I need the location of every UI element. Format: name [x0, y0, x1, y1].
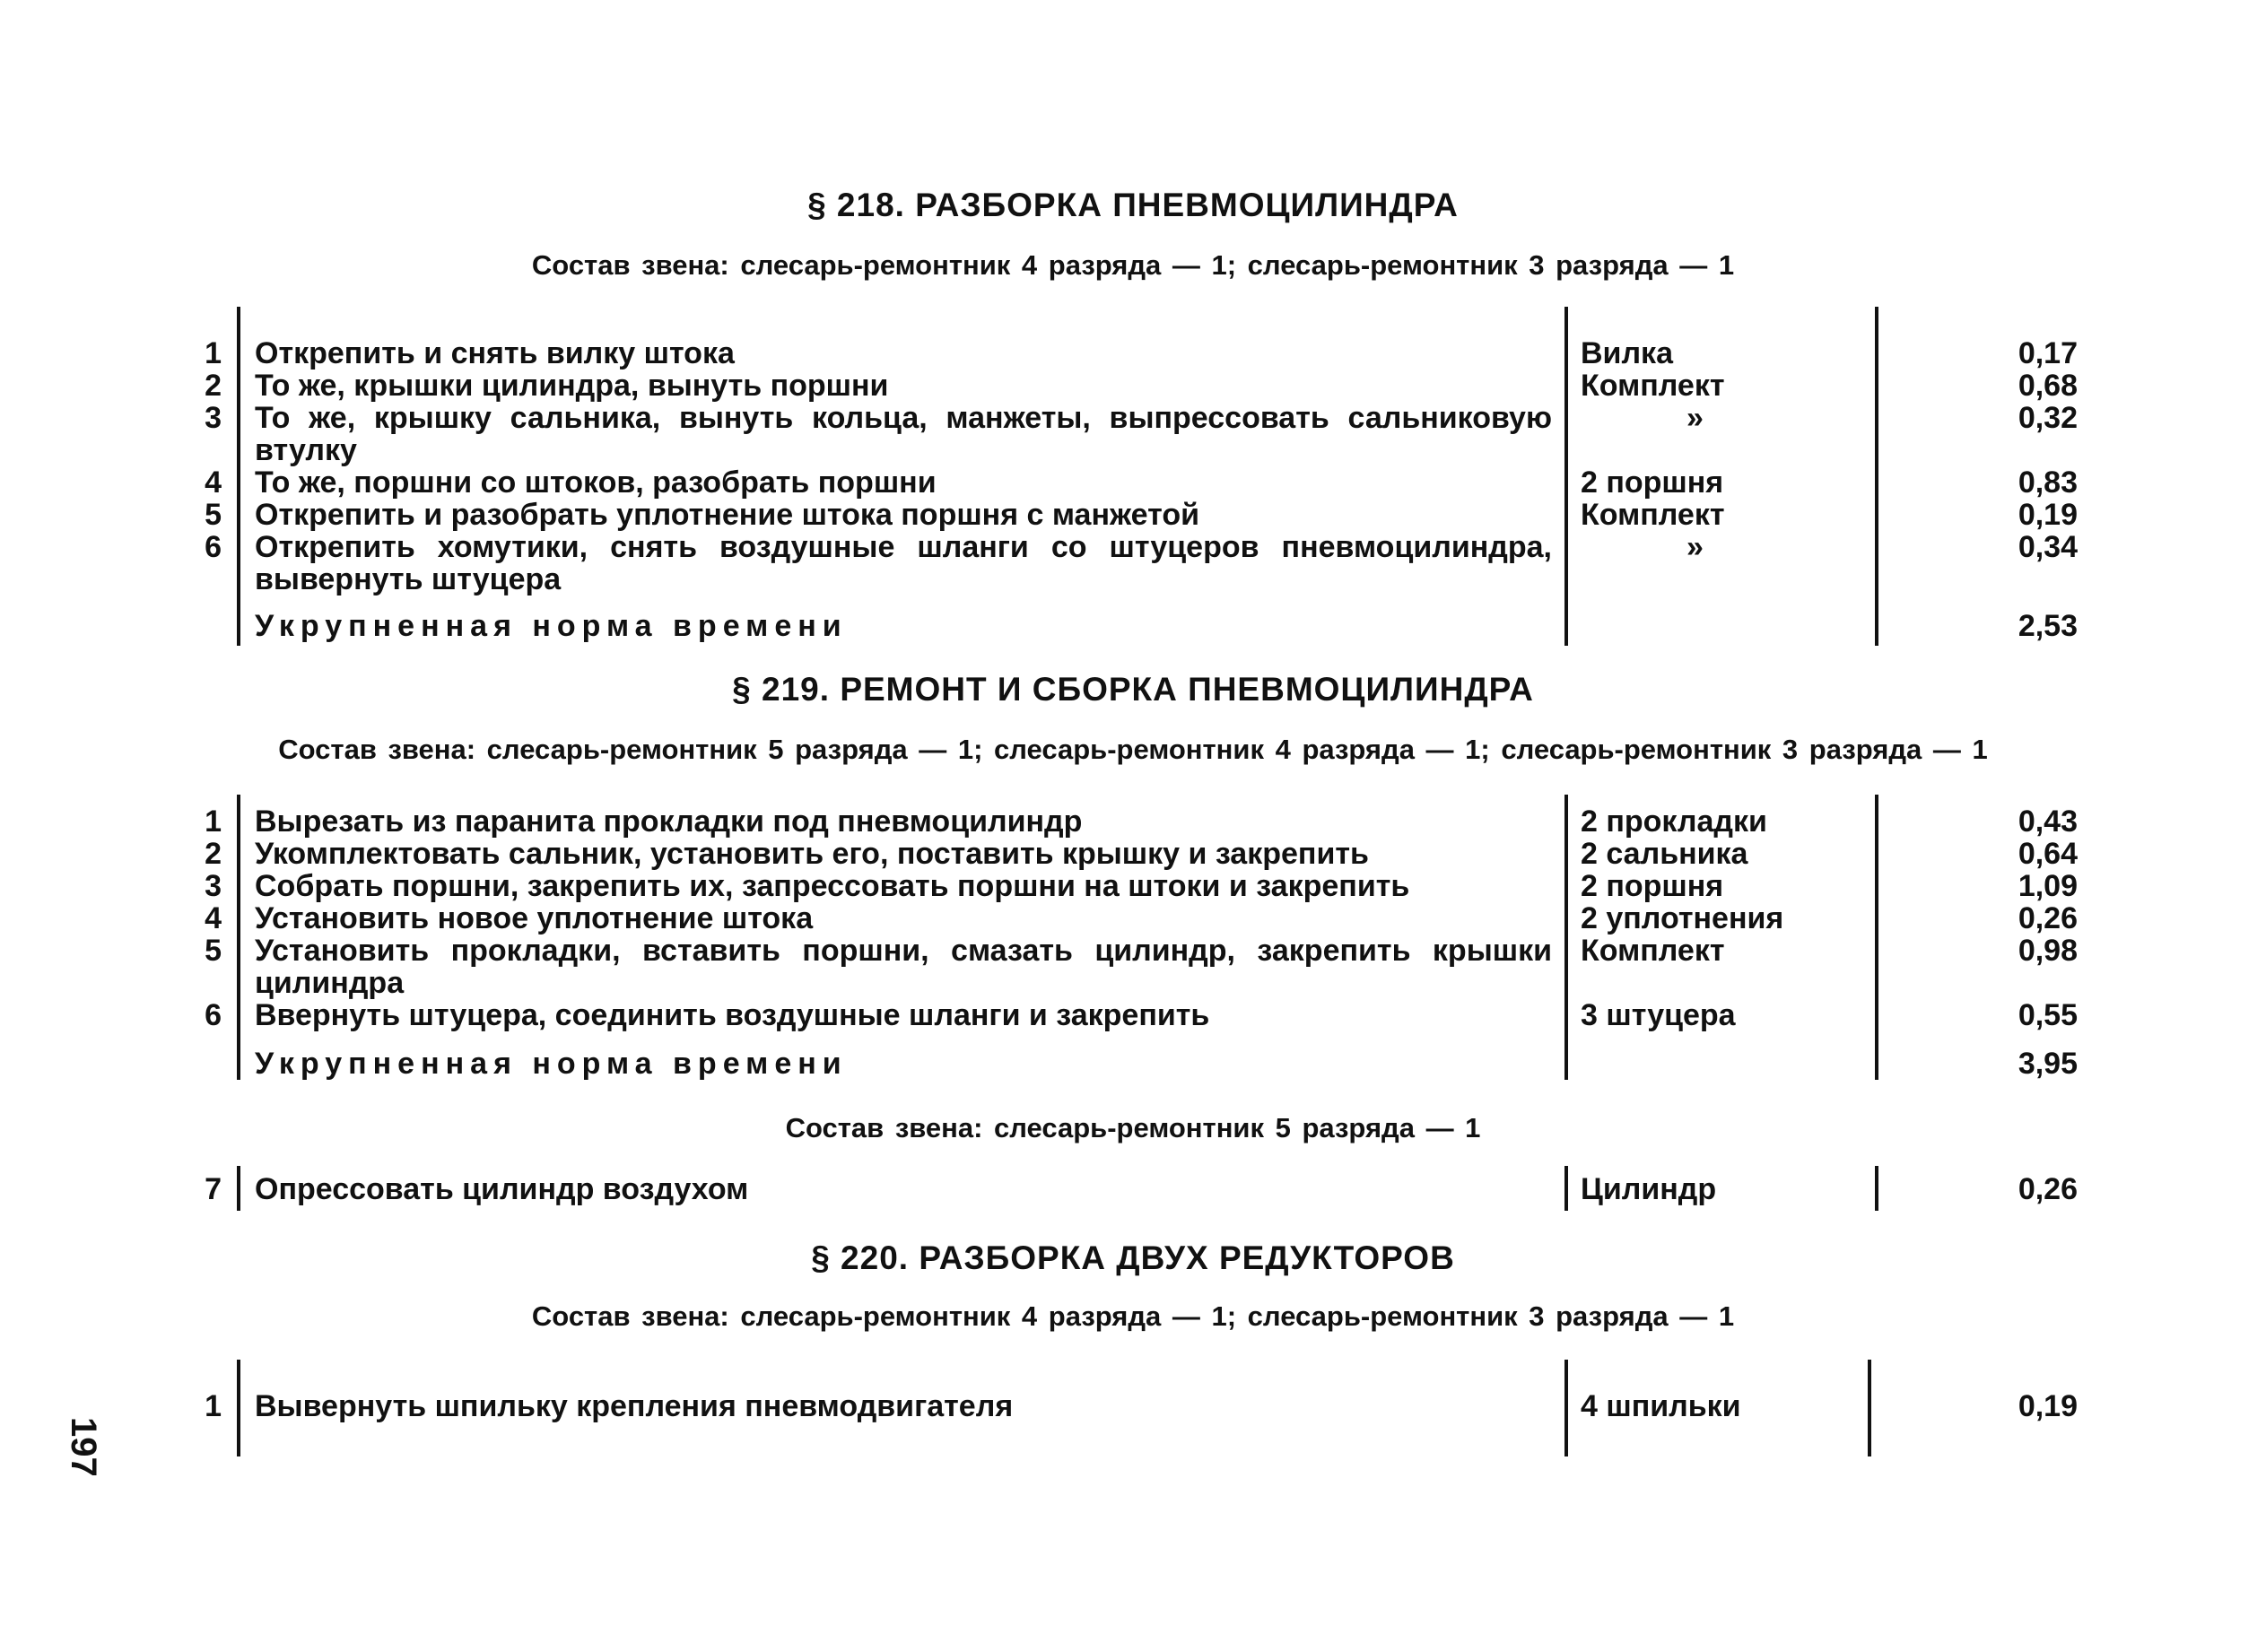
- row-number: 3: [205, 869, 222, 903]
- row-value: 0,19: [2018, 498, 2078, 532]
- table-rule: [1564, 307, 1568, 646]
- row-number: 5: [205, 934, 222, 968]
- row-description: Опрессовать цилиндр воздухом: [255, 1172, 749, 1206]
- row-number: 1: [205, 1389, 222, 1423]
- row-number: 4: [205, 901, 222, 935]
- row-unit: Комплект: [1581, 934, 1725, 968]
- row-number: 1: [205, 336, 222, 370]
- section-220-crew: Состав звена: слесарь-ремонтник 4 разряда — 1; слесарь-ремонтник 3 разряда — 1: [531, 1300, 1735, 1332]
- row-unit: »: [1686, 530, 1704, 564]
- row-description: То же, крышку сальника, вынуть кольца, манжеты, выпрессовать сальниковую втулку: [255, 401, 1552, 467]
- row-value: 0,64: [2018, 837, 2078, 871]
- row-value: 0,55: [2018, 998, 2078, 1032]
- section-218-title: § 218. РАЗБОРКА ПНЕВМОЦИЛИНДРА: [807, 187, 1459, 223]
- row-unit: 2 сальника: [1581, 837, 1748, 871]
- row-description: Открепить хомутики, снять воздушные шланги со штуцеров пневмоцилиндра, вывернуть штуцера: [255, 530, 1552, 596]
- row-description: Укомплектовать сальник, установить его, поставить крышку и закрепить: [255, 837, 1369, 871]
- row-number: 2: [205, 369, 222, 403]
- table-rule: [1564, 1166, 1568, 1211]
- row-description: Вырезать из паранита прокладки под пневмоцилиндр: [255, 804, 1083, 839]
- row-value: 0,17: [2018, 336, 2078, 370]
- row-number: 1: [205, 804, 222, 839]
- row-number: 6: [205, 530, 222, 564]
- row-number: 5: [205, 498, 222, 532]
- section-219-sub-crew: Состав звена: слесарь-ремонтник 5 разряда — 1: [785, 1112, 1481, 1143]
- section-220-title: § 220. РАЗБОРКА ДВУХ РЕДУКТОРОВ: [811, 1239, 1455, 1276]
- row-unit: 4 шпильки: [1581, 1389, 1741, 1423]
- row-value: 0,83: [2018, 465, 2078, 500]
- row-description: Открепить и разобрать уплотнение штока поршня с манжетой: [255, 498, 1199, 532]
- row-value: 0,34: [2018, 530, 2078, 564]
- row-unit: »: [1686, 401, 1704, 435]
- row-description: Открепить и снять вилку штока: [255, 336, 735, 370]
- row-value: 0,68: [2018, 369, 2078, 403]
- row-description: Установить прокладки, вставить поршни, смазать цилиндр, закрепить крышки цилиндра: [255, 934, 1552, 1000]
- row-value: 0,32: [2018, 401, 2078, 435]
- page-number: 197: [64, 1417, 103, 1477]
- table-rule: [1875, 795, 1878, 1080]
- row-unit: 2 поршня: [1581, 465, 1724, 500]
- table-rule: [1868, 1360, 1871, 1456]
- row-value: 0,26: [2018, 1172, 2078, 1206]
- row-number: 2: [205, 837, 222, 871]
- section-218-crew: Состав звена: слесарь-ремонтник 4 разряда — 1; слесарь-ремонтник 3 разряда — 1: [531, 249, 1735, 281]
- row-value: 0,43: [2018, 804, 2078, 839]
- row-description: Собрать поршни, закрепить их, запрессовать поршни на штоки и закрепить: [255, 869, 1410, 903]
- row-number: 3: [205, 401, 222, 435]
- row-unit: Цилиндр: [1581, 1172, 1717, 1206]
- table-rule: [237, 1360, 240, 1456]
- row-unit: 2 прокладки: [1581, 804, 1767, 839]
- row-unit: Комплект: [1581, 498, 1725, 532]
- total-value: 2,53: [2018, 609, 2078, 643]
- row-unit: 3 штуцера: [1581, 998, 1736, 1032]
- row-number: 7: [205, 1172, 222, 1206]
- section-219-crew: Состав звена: слесарь-ремонтник 5 разряда — 1; слесарь-ремонтник 4 разряда — 1; слесарь-ремонтник 3 разряда — 1: [278, 734, 1988, 765]
- row-value: 0,19: [2018, 1389, 2078, 1423]
- row-value: 1,09: [2018, 869, 2078, 903]
- row-unit: Комплект: [1581, 369, 1725, 403]
- row-description: Установить новое уплотнение штока: [255, 901, 814, 935]
- row-description: Вывернуть шпильку крепления пневмодвигателя: [255, 1389, 1014, 1423]
- table-rule: [1564, 795, 1568, 1080]
- row-value: 0,98: [2018, 934, 2078, 968]
- total-label: Укрупненная норма времени: [255, 609, 848, 643]
- row-number: 6: [205, 998, 222, 1032]
- row-unit: 2 уплотнения: [1581, 901, 1784, 935]
- table-rule: [1564, 1360, 1568, 1456]
- section-219-title: § 219. РЕМОНТ И СБОРКА ПНЕВМОЦИЛИНДРА: [732, 671, 1534, 708]
- table-rule: [1875, 1166, 1878, 1211]
- row-unit: Вилка: [1581, 336, 1673, 370]
- table-rule: [237, 307, 240, 646]
- row-description: То же, поршни со штоков, разобрать поршни: [255, 465, 937, 500]
- row-description: Ввернуть штуцера, соединить воздушные шланги и закрепить: [255, 998, 1210, 1032]
- row-value: 0,26: [2018, 901, 2078, 935]
- total-label: Укрупненная норма времени: [255, 1047, 848, 1081]
- table-rule: [1875, 307, 1878, 646]
- table-rule: [237, 1166, 240, 1211]
- total-value: 3,95: [2018, 1047, 2078, 1081]
- row-number: 4: [205, 465, 222, 500]
- table-rule: [237, 795, 240, 1080]
- row-unit: 2 поршня: [1581, 869, 1724, 903]
- row-description: То же, крышки цилиндра, вынуть поршни: [255, 369, 889, 403]
